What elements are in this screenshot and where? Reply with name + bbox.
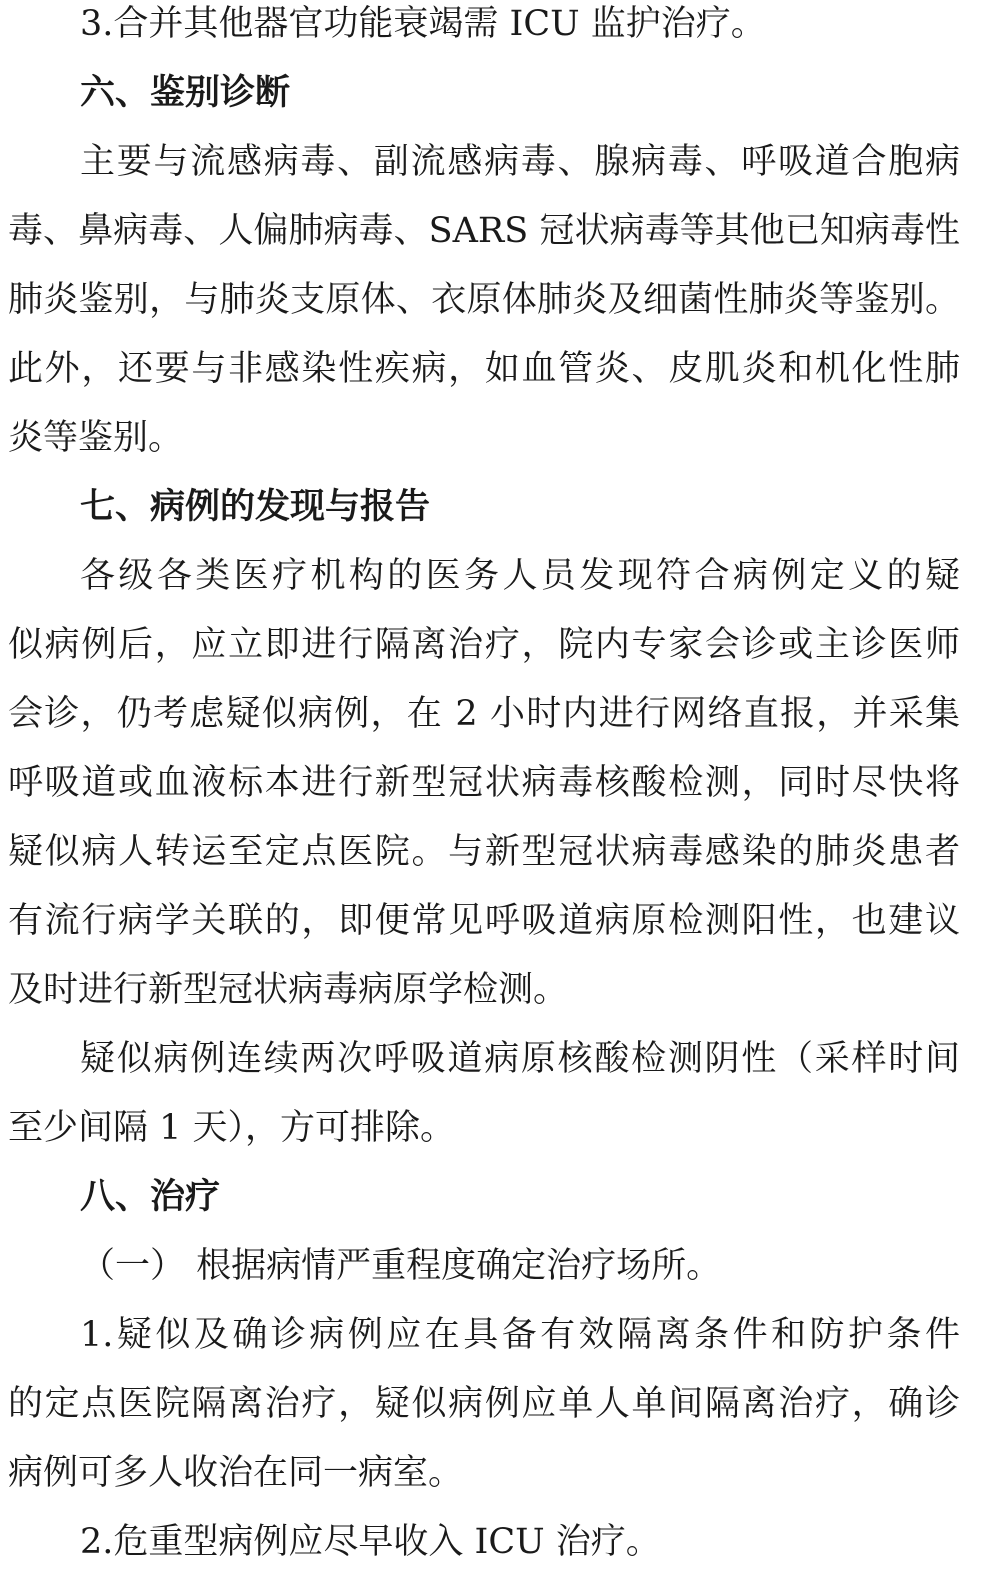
paragraph xyxy=(8,1025,960,1163)
section-heading xyxy=(8,59,960,128)
text-line: 似病例后，应立即进行隔离治疗，院内专家会诊或主诊医师 xyxy=(8,625,960,665)
text-line: 1.疑似及确诊病例应在具备有效隔离条件和防护条件 xyxy=(80,1315,960,1355)
text-line: 2.危重型病例应尽早收入 ICU 治疗。 xyxy=(80,1522,661,1562)
document-page xyxy=(8,0,960,1577)
paragraph xyxy=(8,0,960,59)
text-line: 3.合并其他器官功能衰竭需 ICU 监护治疗。 xyxy=(80,4,766,44)
text-line: 毒、鼻病毒、人偏肺病毒、SARS 冠状病毒等其他已知病毒性 xyxy=(8,211,960,251)
text-line: 至少间隔 1 天），方可排除。 xyxy=(8,1108,456,1148)
paragraph xyxy=(8,1232,960,1301)
text-line: 疑似病人转运至定点医院。与新型冠状病毒感染的肺炎患者 xyxy=(8,832,960,872)
text-line: 各级各类医疗机构的医务人员发现符合病例定义的疑 xyxy=(80,556,960,596)
text-line: 此外，还要与非感染性疾病，如血管炎、皮肌炎和机化性肺 xyxy=(8,349,960,389)
section-heading xyxy=(8,473,960,542)
text-line: （一） 根据病情严重程度确定治疗场所。 xyxy=(80,1246,722,1286)
section-heading xyxy=(8,1163,960,1232)
text-line: 八、治疗 xyxy=(80,1177,221,1217)
text-line: 七、病例的发现与报告 xyxy=(80,487,431,527)
text-line: 主要与流感病毒、副流感病毒、腺病毒、呼吸道合胞病 xyxy=(80,142,960,182)
text-line: 疑似病例连续两次呼吸道病原核酸检测阴性（采样时间 xyxy=(80,1039,960,1079)
paragraph xyxy=(8,128,960,473)
text-line: 六、鉴别诊断 xyxy=(80,73,291,113)
text-line: 呼吸道或血液标本进行新型冠状病毒核酸检测，同时尽快将 xyxy=(8,763,960,803)
text-line: 有流行病学关联的，即便常见呼吸道病原检测阳性，也建议 xyxy=(8,901,960,941)
paragraph xyxy=(8,1301,960,1508)
text-line: 炎等鉴别。 xyxy=(8,418,184,458)
paragraph xyxy=(8,542,960,1025)
text-line: 病例可多人收治在同一病室。 xyxy=(8,1453,464,1493)
text-line: 肺炎鉴别，与肺炎支原体、衣原体肺炎及细菌性肺炎等鉴别。 xyxy=(8,280,960,320)
text-line: 的定点医院隔离治疗，疑似病例应单人单间隔离治疗，确诊 xyxy=(8,1384,960,1424)
text-line: 会诊，仍考虑疑似病例，在 2 小时内进行网络直报，并采集 xyxy=(8,694,960,734)
paragraph xyxy=(8,1508,960,1577)
text-line: 及时进行新型冠状病毒病原学检测。 xyxy=(8,970,569,1010)
